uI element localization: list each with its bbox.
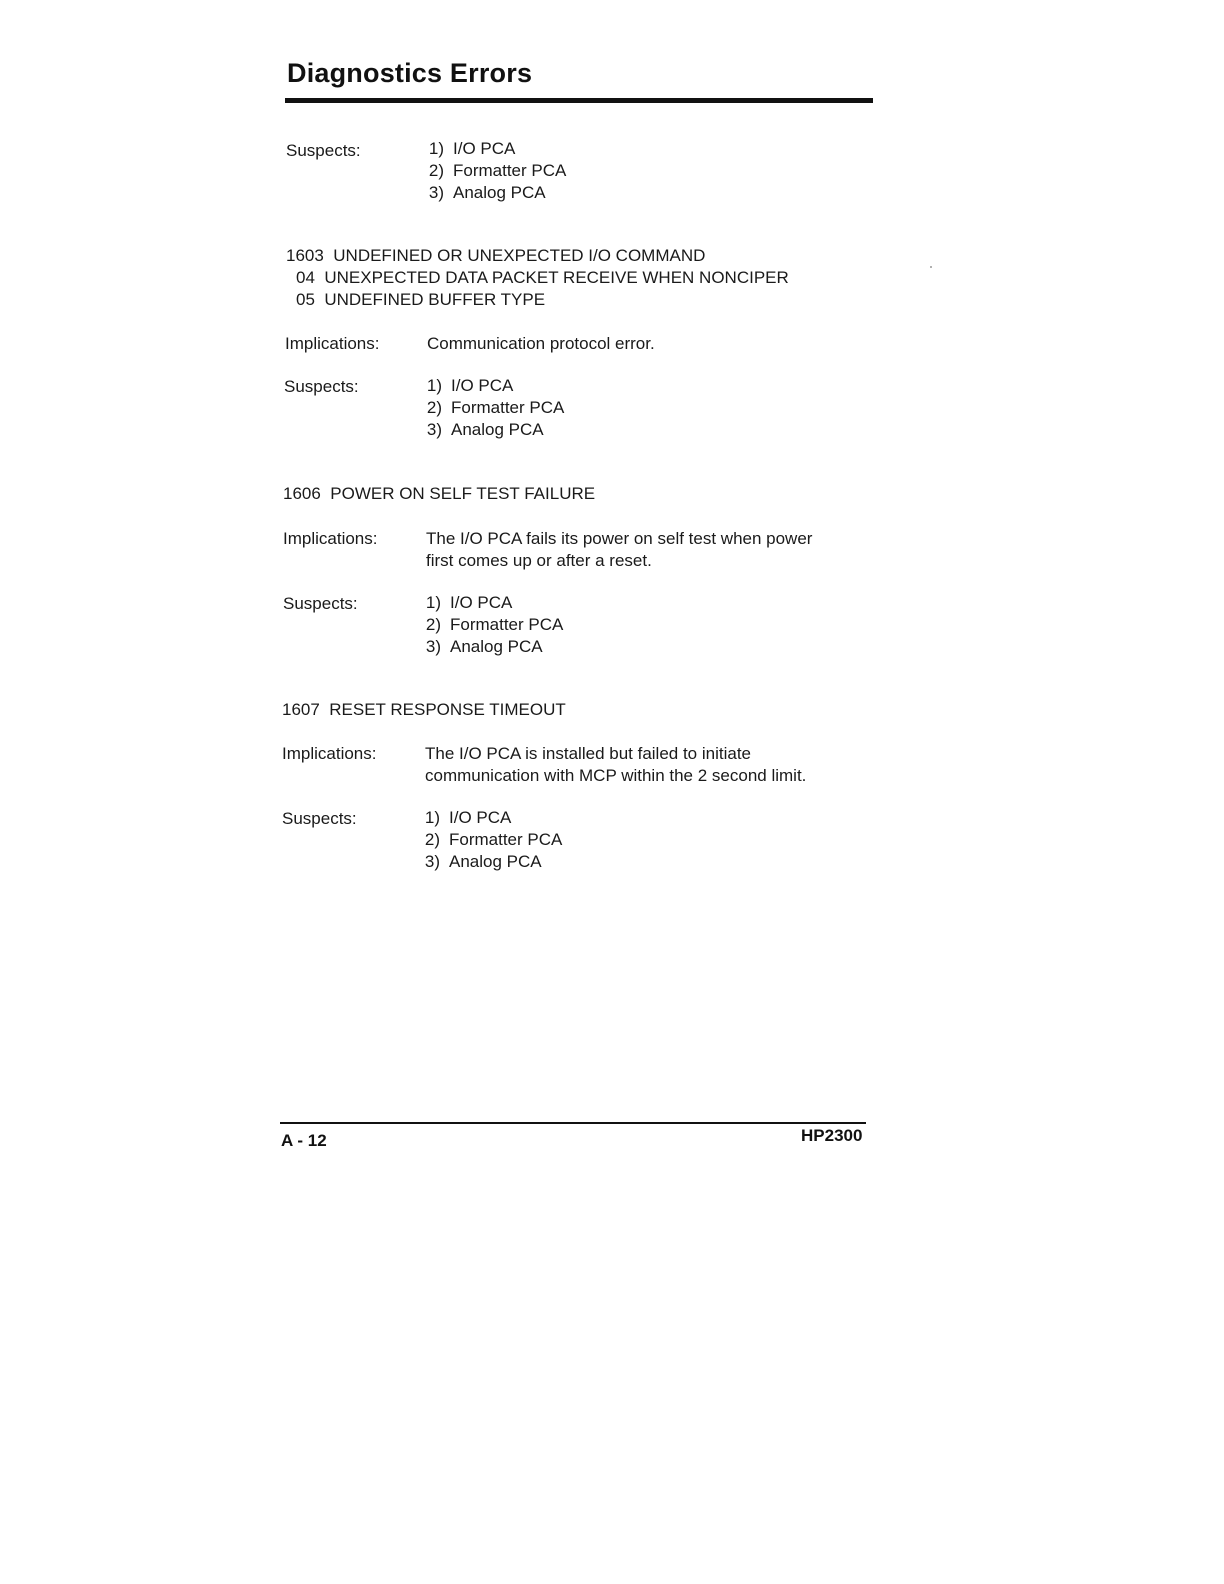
list-item: 2) Formatter PCA xyxy=(428,161,567,180)
suspects-label: Suspects: xyxy=(284,377,359,396)
error-subheading: 04 UNEXPECTED DATA PACKET RECEIVE WHEN NONCIPER xyxy=(296,268,789,287)
list-item: 3) Analog PCA xyxy=(425,637,543,656)
implications-text: The I/O PCA is installed but failed to initiate xyxy=(425,744,752,763)
list-item: 3) Analog PCA xyxy=(428,183,546,202)
error-subheading: 05 UNDEFINED BUFFER TYPE xyxy=(296,290,546,309)
scan-speck xyxy=(930,266,932,268)
list-item: 1) I/O PCA xyxy=(426,376,514,395)
list-item: 1) I/O PCA xyxy=(425,593,513,612)
list-item: 3) Analog PCA xyxy=(424,852,542,871)
implications-label: Implications: xyxy=(282,744,377,763)
implications-text: first comes up or after a reset. xyxy=(426,551,652,570)
footer-rule xyxy=(280,1122,866,1124)
list-item: 3) Analog PCA xyxy=(426,420,544,439)
error-heading: 1606 POWER ON SELF TEST FAILURE xyxy=(283,484,596,503)
list-item: 1) I/O PCA xyxy=(428,139,516,158)
list-item: 1) I/O PCA xyxy=(424,808,512,827)
page-title: Diagnostics Errors xyxy=(287,58,533,88)
list-item: 2) Formatter PCA xyxy=(426,398,565,417)
page-number: A - 12 xyxy=(281,1131,327,1150)
list-item: 2) Formatter PCA xyxy=(425,615,564,634)
product-name: HP2300 xyxy=(801,1126,863,1145)
implications-label: Implications: xyxy=(285,334,380,353)
implications-text: The I/O PCA fails its power on self test when power xyxy=(426,529,813,548)
suspects-label: Suspects: xyxy=(282,809,357,828)
suspects-label: Suspects: xyxy=(286,141,361,160)
title-rule xyxy=(285,98,873,103)
implications-label: Implications: xyxy=(283,529,378,548)
list-item: 2) Formatter PCA xyxy=(424,830,563,849)
implications-text: communication with MCP within the 2 second limit. xyxy=(425,766,807,785)
error-heading: 1607 RESET RESPONSE TIMEOUT xyxy=(282,700,566,719)
error-heading: 1603 UNDEFINED OR UNEXPECTED I/O COMMAND xyxy=(286,246,706,265)
suspects-label: Suspects: xyxy=(283,594,358,613)
implications-text: Communication protocol error. xyxy=(427,334,655,353)
